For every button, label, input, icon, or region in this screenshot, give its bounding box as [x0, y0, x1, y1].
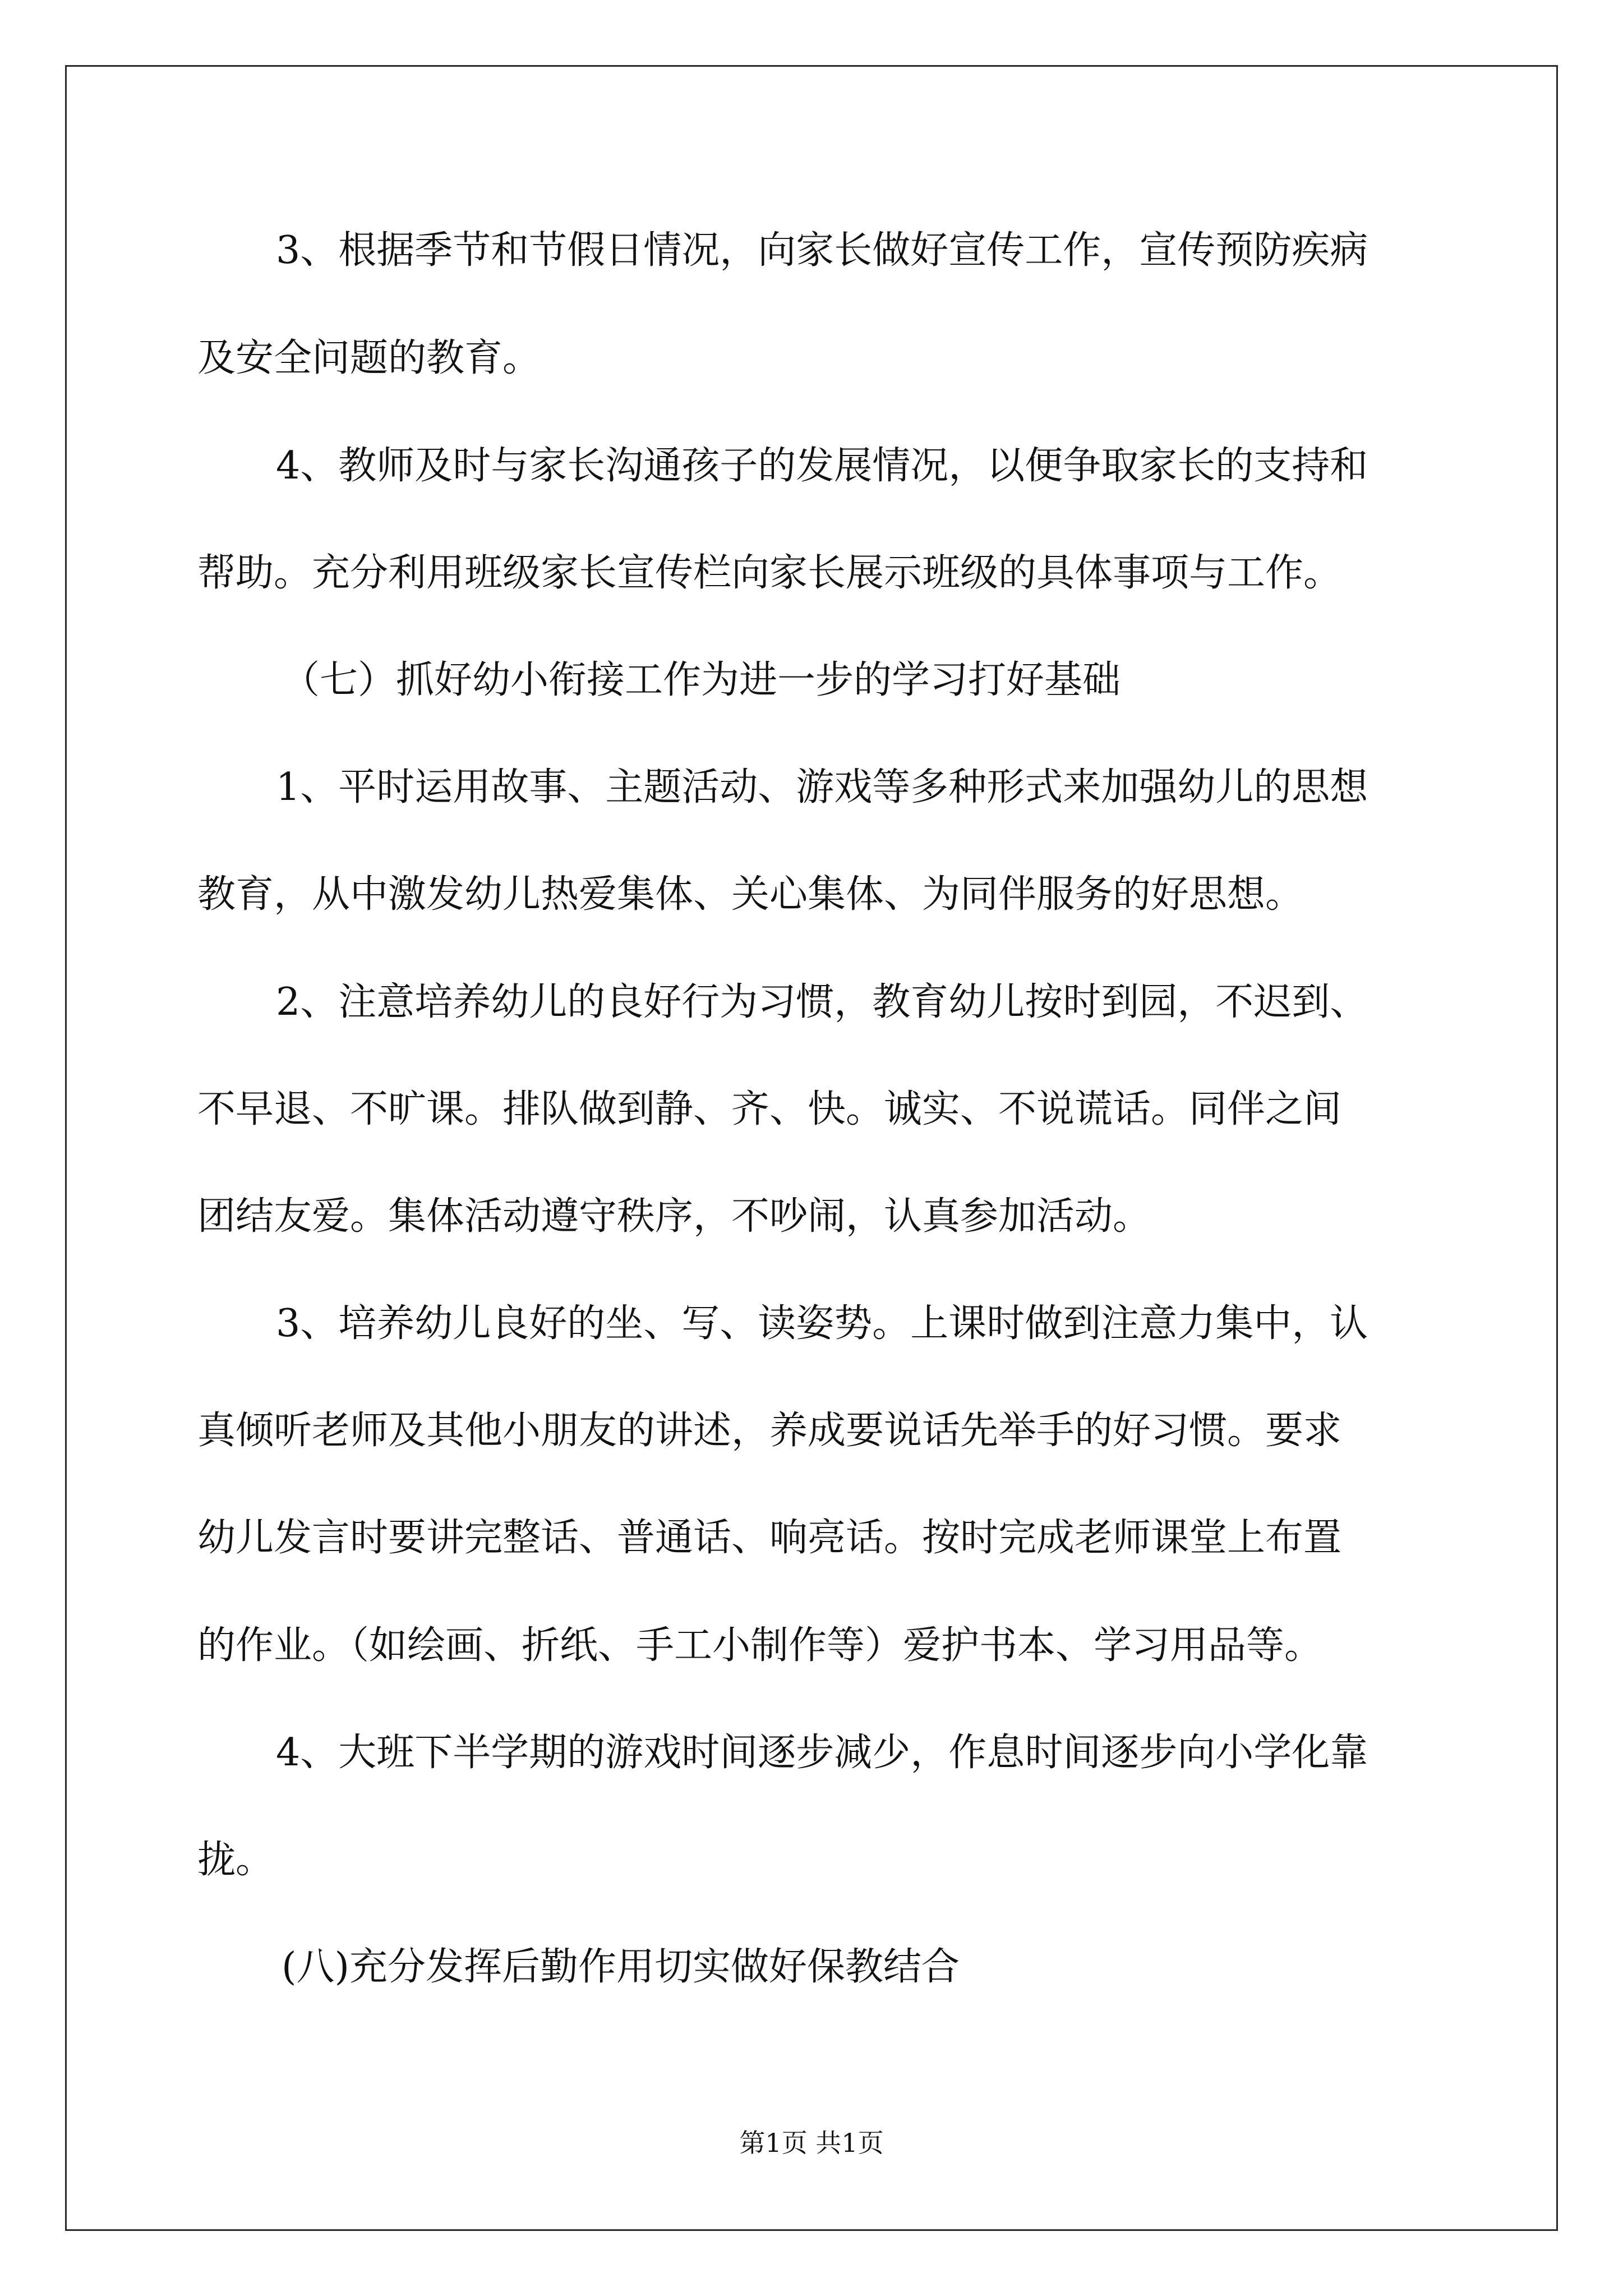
- paragraph-line: 4、教师及时与家长沟通孩子的发展情况，以便争取家长的支持和: [276, 444, 1368, 488]
- paragraph-line: 1、平时运用故事、主题活动、游戏等多种形式来加强幼儿的思想: [276, 765, 1368, 809]
- paragraph-line: 4、大班下半学期的游戏时间逐步减少，作息时间逐步向小学化靠: [276, 1731, 1368, 1775]
- page-footer: 第1页 共1页: [739, 2128, 884, 2158]
- paragraph-line: 帮助。充分利用班级家长宣传栏向家长展示班级的具体事项与工作。: [197, 551, 1342, 595]
- paragraph-line: 3、培养幼儿良好的坐、写、读姿势。上课时做到注意力集中，认: [276, 1301, 1368, 1346]
- paragraph-line: 2、注意培养幼儿的良好行为习惯，教育幼儿按时到园，不迟到、: [276, 980, 1368, 1024]
- paragraph-line: 的作业。（如绘画、折纸、手工小制作等）爱护书本、学习用品等。: [197, 1623, 1323, 1668]
- page-border: [65, 65, 1558, 2231]
- paragraph-line: 3、根据季节和节假日情况，向家长做好宣传工作，宣传预防疾病: [276, 228, 1368, 273]
- section-heading: (八)充分发挥后勤作用切实做好保教结合: [282, 1945, 960, 1989]
- paragraph-line: 及安全问题的教育。: [197, 336, 541, 380]
- paragraph-line: 教育，从中激发幼儿热爱集体、关心集体、为同伴服务的好思想。: [197, 872, 1304, 917]
- paragraph-line: 幼儿发言时要讲完整话、普通话、响亮话。按时完成老师课堂上布置: [197, 1516, 1342, 1560]
- paragraph-line: 不早退、不旷课。排队做到静、齐、快。诚实、不说谎话。同伴之间: [197, 1087, 1342, 1131]
- paragraph-line: 真倾听老师及其他小朋友的讲述，养成要说话先举手的好习惯。要求: [197, 1409, 1342, 1453]
- section-heading: （七）抓好幼小衔接工作为进一步的学习打好基础: [282, 658, 1121, 702]
- paragraph-line: 拢。: [197, 1838, 274, 1882]
- paragraph-line: 团结友爱。集体活动遵守秩序，不吵闹，认真参加活动。: [197, 1194, 1151, 1239]
